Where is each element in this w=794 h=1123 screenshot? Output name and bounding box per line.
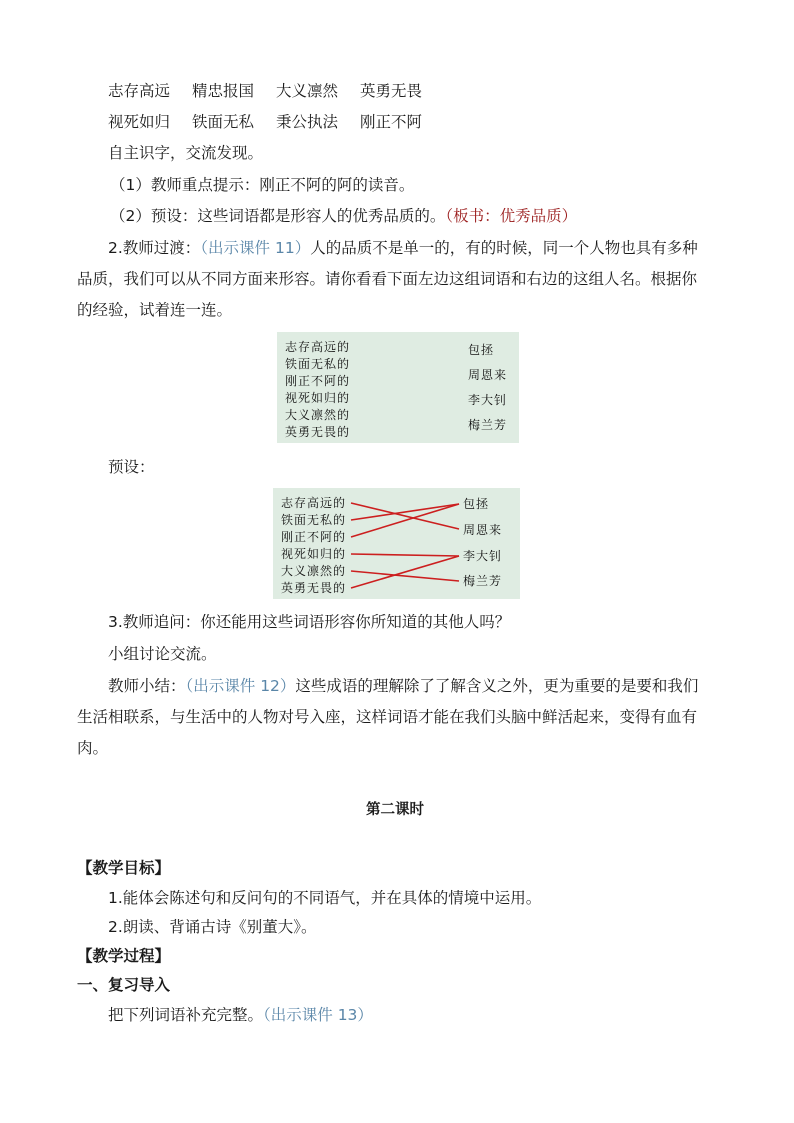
person-name: 李大钊 <box>463 549 503 563</box>
person-name: 包拯 <box>468 343 495 357</box>
idiom: 铁面无私 <box>192 113 255 131</box>
person-name: 梅兰芳 <box>468 418 508 432</box>
paragraph-summary-line2: 生活相联系，与生活中的人物对号入座，这样词语才能在我们头脑中鲜活起来，变得有血有 <box>77 708 698 726</box>
quality-phrase: 英勇无畏的 <box>285 425 351 439</box>
lesson-2-title: 第二课时 <box>366 802 424 818</box>
matching-answer-box <box>273 488 520 599</box>
idiom-row-1 <box>108 80 444 102</box>
quality-phrase: 视死如归的 <box>281 547 347 561</box>
preset-text: （2）预设：这些词语都是形容人的优秀品质的。 <box>110 207 446 225</box>
match-line <box>351 504 459 537</box>
idiom: 精忠报国 <box>192 82 255 100</box>
paragraph-followup: 3.教师追问：你还能用这些词语形容你所知道的其他人吗？ <box>108 613 511 631</box>
quality-phrase: 铁面无私的 <box>281 513 347 527</box>
quality-phrase: 大义凛然的 <box>281 564 347 578</box>
match-line <box>351 554 459 556</box>
matching-exercise-box <box>277 332 519 443</box>
person-name: 梅兰芳 <box>463 574 503 588</box>
quality-phrase: 英勇无畏的 <box>281 581 347 595</box>
idiom: 大义凛然 <box>276 82 339 100</box>
summary-lead: 教师小结： <box>108 677 186 695</box>
idiom: 视死如归 <box>108 113 171 131</box>
idiom: 英勇无畏 <box>360 82 423 100</box>
section-heading-review: 一、复习导入 <box>77 976 171 994</box>
paragraph-fill-in <box>108 1004 373 1026</box>
goal-item-1: 1.能体会陈述句和反问句的不同语气，并在具体的情境中运用。 <box>108 889 542 907</box>
fill-in-text: 把下列词语补充完整。 <box>108 1006 264 1024</box>
courseware-link-12[interactable]: （出示课件 12） <box>185 677 296 695</box>
paragraph-preset <box>110 205 577 227</box>
idiom: 志存高远 <box>108 82 171 100</box>
person-name: 李大钊 <box>468 393 508 407</box>
quality-phrase: 铁面无私的 <box>285 357 351 371</box>
paragraph-transition-line3: 的经验，试着连一连。 <box>77 301 233 319</box>
courseware-link-11[interactable]: （出示课件 11） <box>200 239 311 257</box>
preset-label: 预设： <box>108 458 155 476</box>
quality-phrase: 视死如归的 <box>285 391 351 405</box>
goals-heading: 【教学目标】 <box>77 859 171 877</box>
paragraph-summary-line1 <box>108 675 698 697</box>
quality-phrase: 刚正不阿的 <box>281 530 347 544</box>
idiom-row-2 <box>108 111 444 133</box>
person-name: 周恩来 <box>463 523 503 537</box>
goal-item-2: 2.朗读、背诵古诗《别董大》。 <box>108 918 317 936</box>
idiom: 刚正不阿 <box>360 113 423 131</box>
process-heading: 【教学过程】 <box>77 947 171 965</box>
paragraph-self-study: 自主识字，交流发现。 <box>108 144 264 162</box>
courseware-link-13[interactable]: （出示课件 13） <box>263 1006 373 1024</box>
paragraph-transition-line1 <box>108 237 698 259</box>
quality-phrase: 志存高远的 <box>285 340 351 354</box>
summary-text: 这些成语的理解除了了解含义之外，更为重要的是要和我们 <box>295 677 699 695</box>
paragraph-summary-line3: 肉。 <box>77 739 109 757</box>
board-note: （板书：优秀品质） <box>445 207 578 225</box>
transition-lead: 2.教师过渡： <box>108 239 201 257</box>
person-name: 包拯 <box>463 497 490 511</box>
idiom: 秉公执法 <box>276 113 339 131</box>
paragraph-hint: （1）教师重点提示：刚正不阿的阿的读音。 <box>110 176 415 194</box>
quality-phrase: 刚正不阿的 <box>285 374 351 388</box>
quality-phrase: 大义凛然的 <box>285 408 351 422</box>
person-name: 周恩来 <box>468 368 508 382</box>
transition-text: 人的品质不是单一的，有的时候，同一个人物也具有多种 <box>310 239 698 257</box>
quality-phrase: 志存高远的 <box>281 496 347 510</box>
paragraph-transition-line2: 品质，我们可以从不同方面来形容。请你看看下面左边这组词语和右边的这组人名。根据你 <box>77 270 698 288</box>
paragraph-group-discussion: 小组讨论交流。 <box>108 645 217 663</box>
